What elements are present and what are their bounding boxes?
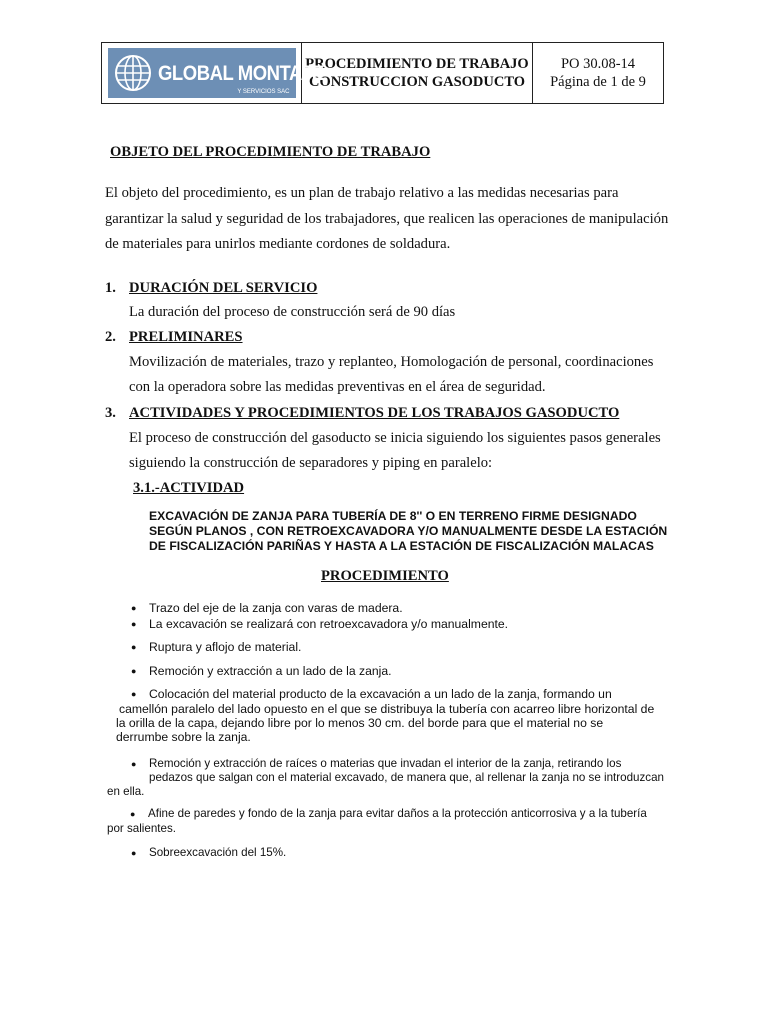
section-number: 1. [105, 280, 116, 296]
actividad-heading: 3.1.-ACTIVIDAD [133, 480, 245, 496]
header-code-cell [533, 43, 663, 103]
list-item-continuation: en ella. [107, 785, 145, 798]
list-item-continuation: la orilla de la capa, dejando libre por lo menos 30 cm. del borde para que el material no se [116, 716, 604, 730]
section-text: El proceso de construcción del gasoducto se inicia siguiendo los siguientes pasos generales [129, 430, 661, 446]
page-number: Página de 1 de 9 [550, 74, 646, 90]
objeto-line: garantizar la salud y seguridad de los trabajadores, que realicen las operaciones de manipulación [105, 211, 669, 227]
header-title-line1: PROCEDIMIENTO DE TRABAJO [305, 56, 529, 72]
list-item: ● Ruptura y aflojo de material. [149, 640, 301, 654]
list-item: ● Trazo del eje de la zanja con varas de madera. [149, 601, 403, 615]
section-text: con la operadora sobre las medidas preventivas en el área de seguridad. [129, 379, 546, 395]
list-item: ● Colocación del material producto de la excavación a un lado de la zanja, formando un [149, 687, 612, 701]
list-item-continuation: pedazos que salgan con el material excavado, de manera que, al rellenar la zanja no se introduzcan [149, 771, 664, 784]
section-number: 2. [105, 329, 116, 345]
objeto-line: El objeto del procedimiento, es un plan de trabajo relativo a las medidas necesarias para [105, 185, 619, 201]
actividad-line: SEGÚN PLANOS , CON RETROEXCAVADORA Y/O MANUALMENTE DESDE LA ESTACIÓN [149, 524, 668, 538]
procedimiento-heading: PROCEDIMIENTO [321, 568, 449, 584]
logo-subtext: Y SERVICIOS SAC [237, 89, 290, 95]
document-header [101, 42, 664, 104]
section-number: 3. [105, 405, 116, 421]
list-item: ● La excavación se realizará con retroexcavadora y/o manualmente. [149, 617, 508, 631]
list-item-continuation: camellón paralelo del lado opuesto en el que se distribuya la tubería con acarreo libre horizontal de [119, 702, 655, 716]
header-title-line2: CONSTRUCCION GASODUCTO [308, 74, 526, 90]
list-item: ● Afine de paredes y fondo de la zanja para evitar daños a la protección anticorrosiva y a la tubería [148, 807, 647, 820]
list-item-continuation: derrumbe sobre la zanja. [116, 730, 251, 744]
section-text: Movilización de materiales, trazo y replanteo, Homologación de personal, coordinaciones [129, 354, 654, 370]
list-item: ● Sobreexcavación del 15%. [149, 846, 286, 859]
objeto-line: de materiales para unirlos mediante cordones de soldadura. [105, 236, 451, 252]
objeto-heading: OBJETO DEL PROCEDIMIENTO DE TRABAJO [110, 144, 431, 160]
section-title: ACTIVIDADES Y PROCEDIMIENTOS DE LOS TRABAJOS GASODUCTO [129, 405, 620, 421]
logo-cell [102, 43, 324, 103]
actividad-line: DE FISCALIZACIÓN PARIÑAS Y HASTA A LA ESTACIÓN DE FISCALIZACIÓN MALACAS [149, 539, 654, 553]
list-item-continuation: por salientes. [107, 822, 176, 835]
actividad-line: EXCAVACIÓN DE ZANJA PARA TUBERÍA DE 8'' O EN TERRENO FIRME DESIGNADO [149, 509, 637, 523]
section-text: La duración del proceso de construcción será de 90 días [129, 304, 456, 320]
section-text: siguiendo la construcción de separadores y piping en paralelo: [129, 455, 493, 471]
list-item: ● Remoción y extracción a un lado de la zanja. [149, 664, 392, 678]
section-title: DURACIÓN DEL SERVICIO [129, 280, 318, 296]
company-logo [108, 48, 324, 98]
list-item: ● Remoción y extracción de raíces o materias que invadan el interior de la zanja, retirando los [149, 757, 621, 770]
header-title-cell [302, 43, 533, 103]
document-code: PO 30.08-14 [560, 56, 636, 72]
globe-icon [114, 54, 152, 92]
logo-text: GLOBAL MONTAJE [157, 61, 324, 85]
section-title: PRELIMINARES [129, 329, 243, 345]
